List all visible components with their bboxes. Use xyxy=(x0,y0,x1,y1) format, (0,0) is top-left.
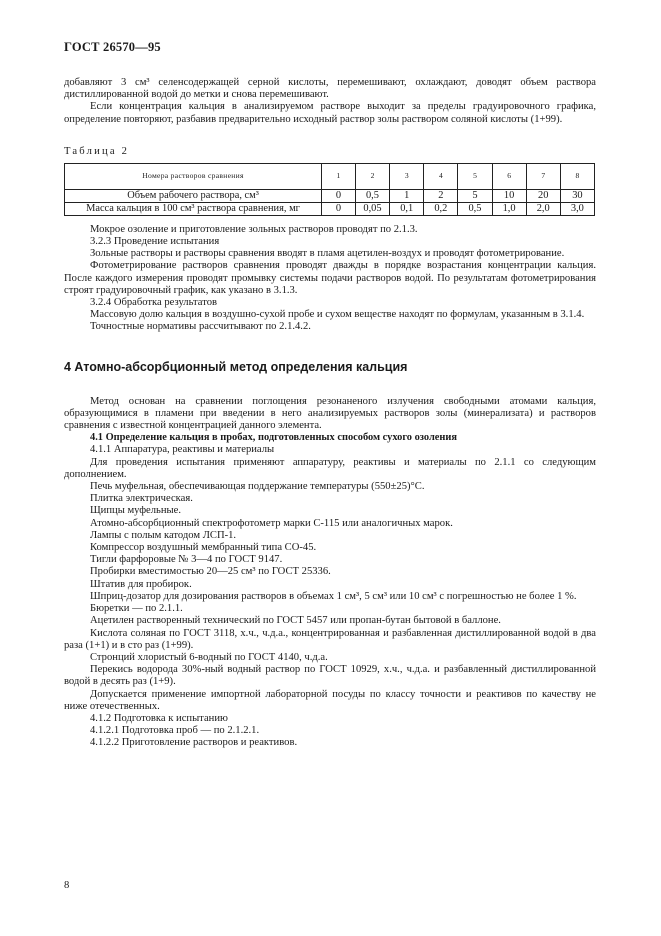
list-item: Штатив для пробирок. xyxy=(90,578,192,590)
list-item: Лампы с полым катодом ЛСП-1. xyxy=(90,529,237,541)
list-item: Ацетилен растворенный технический по ГОСТ 5457 или пропан-бутан бытовой в баллоне. xyxy=(90,615,501,627)
list-item: Перекись водорода 30%-ный водный раствор по ГОСТ 10929, х.ч., ч.д.а. и разбавленный дистиллированной водой в десять раз (1+9). xyxy=(64,664,596,688)
table-row-label: Масса кальция в 100 см³ раствора сравнения, мг xyxy=(65,202,322,215)
clause-heading: 4.1.2 Подготовка к испытанию xyxy=(90,712,228,724)
page-number: 8 xyxy=(64,880,70,891)
table-cell: 30 xyxy=(560,189,594,202)
table-cell: 2 xyxy=(424,189,458,202)
clause-heading: 4.1.2.1 Подготовка проб — по 2.1.2.1. xyxy=(90,725,260,737)
reference-solutions-table xyxy=(64,163,595,216)
list-item: Тигли фарфоровые № 3—4 по ГОСТ 9147. xyxy=(90,554,283,566)
document-header: ГОСТ 26570—95 xyxy=(64,40,161,54)
list-item: Бюретки — по 2.1.1. xyxy=(90,603,183,615)
table-cell: 1,0 xyxy=(492,202,526,215)
paragraph: Метод основан на сравнении поглощения резонаненого излучения свободными атомами кальция, образующимися в пламени при введении в него анализируемых растворов золы (минерализата) и растворов сравнения с известной концентрацией данного элемента. xyxy=(64,395,596,432)
table-cell: 0 xyxy=(322,189,356,202)
paragraph: Если концентрация кальция в анализируемом растворе выходит за пределы градуировочного графика, определение повторяют, разбавив предварительно исходный раствор золы раствором соляной кислоты (1+99). xyxy=(64,101,596,125)
paragraph: Мокрое озоление и приготовление зольных растворов проводят по 2.1.3. xyxy=(90,223,418,235)
list-item: Щипцы муфельные. xyxy=(90,505,182,517)
table-header-cell: 8 xyxy=(560,163,594,189)
clause-heading: 3.2.3 Проведение испытания xyxy=(90,236,220,248)
list-item: Печь муфельная, обеспечивающая поддержание температуры (550±25)°С. xyxy=(90,481,425,493)
table-cell: 0,2 xyxy=(424,202,458,215)
list-item: Стронций хлористый 6-водный по ГОСТ 4140, ч.д.а. xyxy=(90,651,328,663)
table-cell: 0,5 xyxy=(355,189,389,202)
list-item: Плитка электрическая. xyxy=(90,493,193,505)
paragraph: Зольные растворы и растворы сравнения вводят в пламя ацетилен-воздух и проводят фотометрирование. xyxy=(90,248,565,260)
list-item: Атомно-абсорбционный спектрофотометр марки С-115 или аналогичных марок. xyxy=(90,517,453,529)
table-header-cell: 2 xyxy=(355,163,389,189)
table-row xyxy=(65,189,595,202)
section-title: 4 Атомно-абсорбционный метод определения кальция xyxy=(64,359,408,374)
table-header-cell: 4 xyxy=(424,163,458,189)
table-header-cell: 1 xyxy=(322,163,356,189)
table-header-label: Номера растворов сравнения xyxy=(65,163,322,189)
table-cell: 2,0 xyxy=(526,202,560,215)
list-item: Шприц-дозатор для дозирования растворов в объемах 1 см³, 5 см³ или 10 см³ с погрешностью не более 1 %. xyxy=(90,590,577,602)
table-cell: 0 xyxy=(322,202,356,215)
table-header-cell: 6 xyxy=(492,163,526,189)
list-item: Компрессор воздушный мембранный типа СО-45. xyxy=(90,542,317,554)
clause-heading: 4.1.1 Аппаратура, реактивы и материалы xyxy=(90,444,275,456)
page-content xyxy=(64,40,596,750)
table-header-cell: 7 xyxy=(526,163,560,189)
table-caption: Таблица 2 xyxy=(64,145,130,157)
paragraph: Допускается применение импортной лабораторной посуды по классу точности и реактивов по качеству не ниже отечественных. xyxy=(64,688,596,712)
clause-heading: 4.1.2.2 Приготовление растворов и реактивов. xyxy=(90,737,298,749)
paragraph: Точностные нормативы рассчитывают по 2.1.4.2. xyxy=(90,321,311,333)
table-row xyxy=(65,202,595,215)
table-cell: 0,1 xyxy=(390,202,424,215)
table-header-cell: 5 xyxy=(458,163,492,189)
subsection-title: 4.1 Определение кальция в пробах, подготовленных способом сухого озоления xyxy=(90,432,457,444)
paragraph: Массовую долю кальция в воздушно-сухой пробе и сухом веществе находят по формулам, указанным в 3.1.4. xyxy=(90,309,585,321)
table-cell: 5 xyxy=(458,189,492,202)
paragraph: Фотометрирование растворов сравнения проводят дважды в порядке возрастания концентрации кальция. После каждого измерения проводят промывку системы подачи растворов водой. По результатам фотометрирования строят градуировочный график, как указано в 3.1.3. xyxy=(64,260,596,296)
paragraph: Для проведения испытания применяют аппаратуру, реактивы и материалы по 2.1.1 со следующим дополнением. xyxy=(64,456,596,480)
clause-heading: 3.2.4 Обработка результатов xyxy=(90,297,217,309)
table-header-cell: 3 xyxy=(390,163,424,189)
table-cell: 3,0 xyxy=(560,202,594,215)
list-item: Кислота соляная по ГОСТ 3118, х.ч., ч.д.а., концентрированная и разбавленная дистиллированной водой в два раза (1+1) и в сто раз (1+99). xyxy=(64,627,596,651)
table-cell: 1 xyxy=(390,189,424,202)
table-header-row xyxy=(65,163,595,189)
table-cell: 20 xyxy=(526,189,560,202)
paragraph: добавляют 3 см³ селенсодержащей серной кислоты, перемешивают, охлаждают, доводят объем раствора дистиллированной водой до метки и снова перемешивают. xyxy=(64,77,596,101)
table-row-label: Объем рабочего раствора, см³ xyxy=(65,189,322,202)
table-cell: 0,5 xyxy=(458,202,492,215)
table-cell: 0,05 xyxy=(355,202,389,215)
table-cell: 10 xyxy=(492,189,526,202)
list-item: Пробирки вместимостью 20—25 см³ по ГОСТ 25336. xyxy=(90,566,331,578)
